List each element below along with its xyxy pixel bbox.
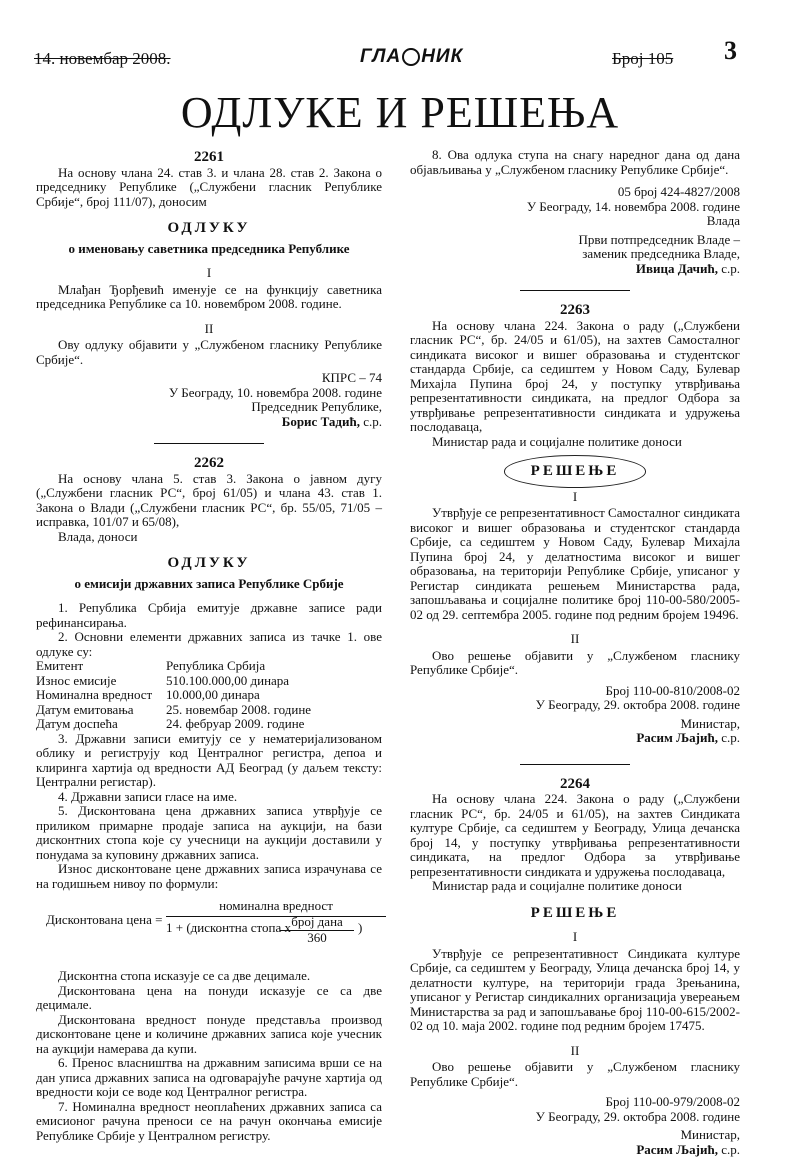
signed-mark: с.р. bbox=[718, 261, 740, 276]
page-title: ОДЛУКЕ И РЕШЕЊА bbox=[0, 88, 800, 138]
left-column bbox=[36, 148, 382, 1143]
signatory-title-2262: Први потпредседник Владе – bbox=[410, 233, 740, 248]
subject-2261: о именовању саветника председника Републике bbox=[36, 242, 382, 257]
subject-2262: о емисији државних записа Републике Србије bbox=[36, 577, 382, 592]
paragraph-2261-1: Млађан Ђорђевић именује се на функцију саветника председника Републике са 10. новембром 2008. године. bbox=[36, 283, 382, 312]
doc-type-2264: РЕШЕЊЕ bbox=[410, 906, 740, 921]
doc-number-2262: 2262 bbox=[36, 456, 382, 471]
reference-2264: Број 110-00-979/2008-02 bbox=[410, 1095, 740, 1110]
signed-mark: с.р. bbox=[718, 1142, 740, 1157]
formula-year: 360 bbox=[280, 931, 354, 946]
element-value: 10.000,00 динара bbox=[166, 688, 260, 703]
header-issue: Број 105 bbox=[612, 52, 673, 67]
element-value: Република Србија bbox=[166, 659, 265, 674]
doc-number-2264: 2264 bbox=[410, 777, 740, 792]
section-2263-2: II bbox=[410, 632, 740, 647]
logo-text-left: ГЛА bbox=[360, 46, 401, 67]
preamble-2263: На основу члана 224. Закона о раду („Службени гласник РС“, бр. 24/05 и 61/05), на захтев Самосталног синдиката високог и вишег образовања и студентског стандарда Србије, са седиштем у Новом Саду, Булевар Михајла Пупина број 24, у поступку утврђивања репрезентативности синдиката, на предлог Одбора за утврђивање репрезентативности синдиката и удружења послодаваца, bbox=[410, 319, 740, 435]
header-date: 14. новембар 2008. bbox=[34, 52, 171, 67]
doc-number-2263: 2263 bbox=[410, 303, 740, 318]
paragraph-2262-12: 8. Ова одлука ступа на снагу наредног дана од дана објављивања у „Службеном гласнику Републике Србије“. bbox=[410, 148, 740, 177]
page-header bbox=[30, 44, 770, 74]
logo-text-right: НИК bbox=[421, 46, 463, 67]
reference-2262: 05 број 424-4827/2008 bbox=[410, 185, 740, 200]
formula-label: Дисконтована цена = bbox=[46, 913, 162, 928]
signature-2264 bbox=[410, 1143, 740, 1157]
section-2263-1: I bbox=[410, 490, 740, 505]
preamble-2264-issuer: Министар рада и социјалне политике доноси bbox=[410, 879, 740, 894]
element-key: Емитент bbox=[36, 659, 166, 674]
doc-type-2261: ОДЛУКУ bbox=[36, 221, 382, 236]
paragraph-2261-2: Ову одлуку објавити у „Службеном гласнику Републике Србије“. bbox=[36, 338, 382, 367]
place-date-2263: У Београду, 29. октобра 2008. године bbox=[410, 698, 740, 713]
place-date-2264: У Београду, 29. октобра 2008. године bbox=[410, 1110, 740, 1125]
signatory-title-2262-b: заменик председника Владе, bbox=[410, 247, 740, 262]
element-key: Датум доспећа bbox=[36, 717, 166, 732]
paragraph-2262-11: 7. Номинална вредност неоплаћених државних записа са емисионог рачуна преноси се на рачун окончања емисије Републике Србије у Централном регистру. bbox=[36, 1100, 382, 1144]
paragraph-2262-4: 4. Државни записи гласе на име. bbox=[36, 790, 382, 805]
signatory-name: Борис Тадић, bbox=[282, 414, 360, 429]
list-item bbox=[36, 688, 382, 703]
formula-close: ) bbox=[358, 921, 362, 936]
discount-price-formula bbox=[36, 899, 382, 963]
element-value: 510.100.000,00 динара bbox=[166, 674, 289, 689]
section-2261-1: I bbox=[36, 266, 382, 281]
signatory-name: Ивица Дачић, bbox=[636, 261, 718, 276]
issuer-2262: Влада bbox=[410, 214, 740, 229]
preamble-2262-issuer: Влада, доноси bbox=[36, 530, 382, 545]
section-2261-2: II bbox=[36, 322, 382, 337]
paragraph-2262-9: Дисконтована вредност понуде представља производ дисконтоване цене и количине државних записа које учесник на аукцији намерава да купи. bbox=[36, 1013, 382, 1057]
reference-2263: Број 110-00-810/2008-02 bbox=[410, 684, 740, 699]
paragraph-2262-5: 5. Дисконтована цена државних записа утврђује се приликом примарне продаје записа на аукцији, на бази дисконтних стопа које су учесници на аукцији доставили у понудама за куповину државних записа. bbox=[36, 804, 382, 862]
signatory-title-2263: Министар, bbox=[410, 717, 740, 732]
paragraph-2262-2: 2. Основни елементи државних записа из тачке 1. ове одлуке су: bbox=[36, 630, 382, 659]
signature-2261 bbox=[36, 415, 382, 430]
formula-days: број дана bbox=[280, 915, 354, 931]
preamble-2261: На основу члана 24. став 3. и члана 28. став 2. Закона о председнику Републике („Службени гласник Републике Србије“, број 111/07), доносим bbox=[36, 166, 382, 210]
list-item bbox=[36, 717, 382, 732]
element-key: Износ емисије bbox=[36, 674, 166, 689]
signed-mark: с.р. bbox=[360, 414, 382, 429]
preamble-2263-issuer: Министар рада и социјалне политике доноси bbox=[410, 435, 740, 450]
doc-type-2263-wrap bbox=[410, 455, 740, 488]
signatory-title-2264: Министар, bbox=[410, 1128, 740, 1143]
signature-2263 bbox=[410, 731, 740, 746]
elements-list bbox=[36, 659, 382, 732]
element-key: Номинална вредност bbox=[36, 688, 166, 703]
signatory-title-2261: Председник Републике, bbox=[36, 400, 382, 415]
formula-denominator: 1 + (дисконтна стопа x bbox=[166, 921, 291, 936]
list-item bbox=[36, 703, 382, 718]
separator bbox=[520, 290, 630, 291]
signed-mark: с.р. bbox=[718, 730, 740, 745]
list-item bbox=[36, 659, 382, 674]
paragraph-2264-1: Утврђује се репрезентативност Синдиката културе Србије, са седиштем у Београду, Улица дечанска број 14, у делатности културе, на територији града Зрењанина, уписаног у Регистар синдикалних организација увереањем Министарства за рад и запошљавање број 110-00-615/2002-02 од 10. маја 2002. године под редним бројем 17475. bbox=[410, 947, 740, 1034]
element-value: 24. фебруар 2009. године bbox=[166, 717, 304, 732]
right-column bbox=[410, 148, 740, 1157]
element-value: 25. новембар 2008. године bbox=[166, 703, 311, 718]
separator bbox=[154, 443, 264, 444]
paragraph-2264-2: Ово решење објавити у „Службеном гласнику Републике Србије“. bbox=[410, 1060, 740, 1089]
paragraph-2262-10: 6. Пренос власништва на државним записима врши се на дан уписа државних записа на одговарајуће рачуне хартија од вредности који се воде код Централног регистра. bbox=[36, 1056, 382, 1100]
doc-number-2261: 2261 bbox=[36, 150, 382, 165]
paragraph-2263-1: Утврђује се репрезентативност Самосталног синдиката високог и вишег образовања и студентског стандарда Србије, са седиштем у Новом Саду, Булевар Михајла Пупина број 24, у делатностима високог и вишег образовања, на територији Републике Србије, уписаног у Регистар синдиката решењем Министарства рада, запошљавања и социјалне политике број 110-00-580/2005-02 од 29. септембра 2005. године под редним бројем 19496. bbox=[410, 506, 740, 622]
signatory-name: Расим Љајић, bbox=[636, 1142, 718, 1157]
preamble-2262: На основу члана 5. став 3. Закона о јавном дугу („Службени гласник РС“, број 61/05) и члана 43. став 1. Закона о Влади („Службени гласник РС“, бр. 55/05, 71/05 – исправка, 101/07 и 65/08), bbox=[36, 472, 382, 530]
element-key: Датум емитовања bbox=[36, 703, 166, 718]
preamble-2264: На основу члана 224. Закона о раду („Службени гласник РС“, бр. 24/05 и 61/05), на захтев Синдиката културе Србије, са седиштем у Београду, Улица дечанска број 14, у поступку утврђивања репрезентативности синдиката, на предлог Одбора за утврђивање репрезентативности синдиката и удружења послодаваца, bbox=[410, 792, 740, 879]
signatory-name: Расим Љајић, bbox=[636, 730, 718, 745]
formula-numerator: номинална вредност bbox=[166, 899, 386, 917]
section-2264-2: II bbox=[410, 1044, 740, 1059]
gazette-logo bbox=[360, 48, 463, 66]
paragraph-2262-3: 3. Државни записи емитују се у нематеријализованом облику и региструју код Централног регистра, депоа и клиринга хартија од вредности АД Београд (у даљем тексту: Централни регистар). bbox=[36, 732, 382, 790]
paragraph-2262-8: Дисконтована цена на понуди исказује се са две децимале. bbox=[36, 984, 382, 1013]
paragraph-2263-2: Ово решење објавити у „Службеном гласнику Републике Србије“. bbox=[410, 649, 740, 678]
paragraph-2262-6: Износ дисконтоване цене државних записа израчунава се на годишњем нивоу по формули: bbox=[36, 862, 382, 891]
paragraph-2262-7: Дисконтна стопа исказује се са две децимале. bbox=[36, 969, 382, 984]
section-2264-1: I bbox=[410, 930, 740, 945]
page-number: 3 bbox=[724, 44, 737, 59]
formula-day-fraction bbox=[280, 915, 354, 945]
place-date-2262: У Београду, 14. новембра 2008. године bbox=[410, 200, 740, 215]
coat-of-arms-icon bbox=[402, 48, 420, 66]
place-date-2261: У Београду, 10. новембра 2008. године bbox=[36, 386, 382, 401]
list-item bbox=[36, 674, 382, 689]
signature-2262 bbox=[410, 262, 740, 277]
doc-type-2263: РЕШЕЊЕ bbox=[504, 455, 647, 488]
doc-type-2262: ОДЛУКУ bbox=[36, 556, 382, 571]
separator bbox=[520, 764, 630, 765]
paragraph-2262-1: 1. Република Србија емитује државне записе ради рефинансирања. bbox=[36, 601, 382, 630]
reference-2261: КПРС – 74 bbox=[36, 371, 382, 386]
